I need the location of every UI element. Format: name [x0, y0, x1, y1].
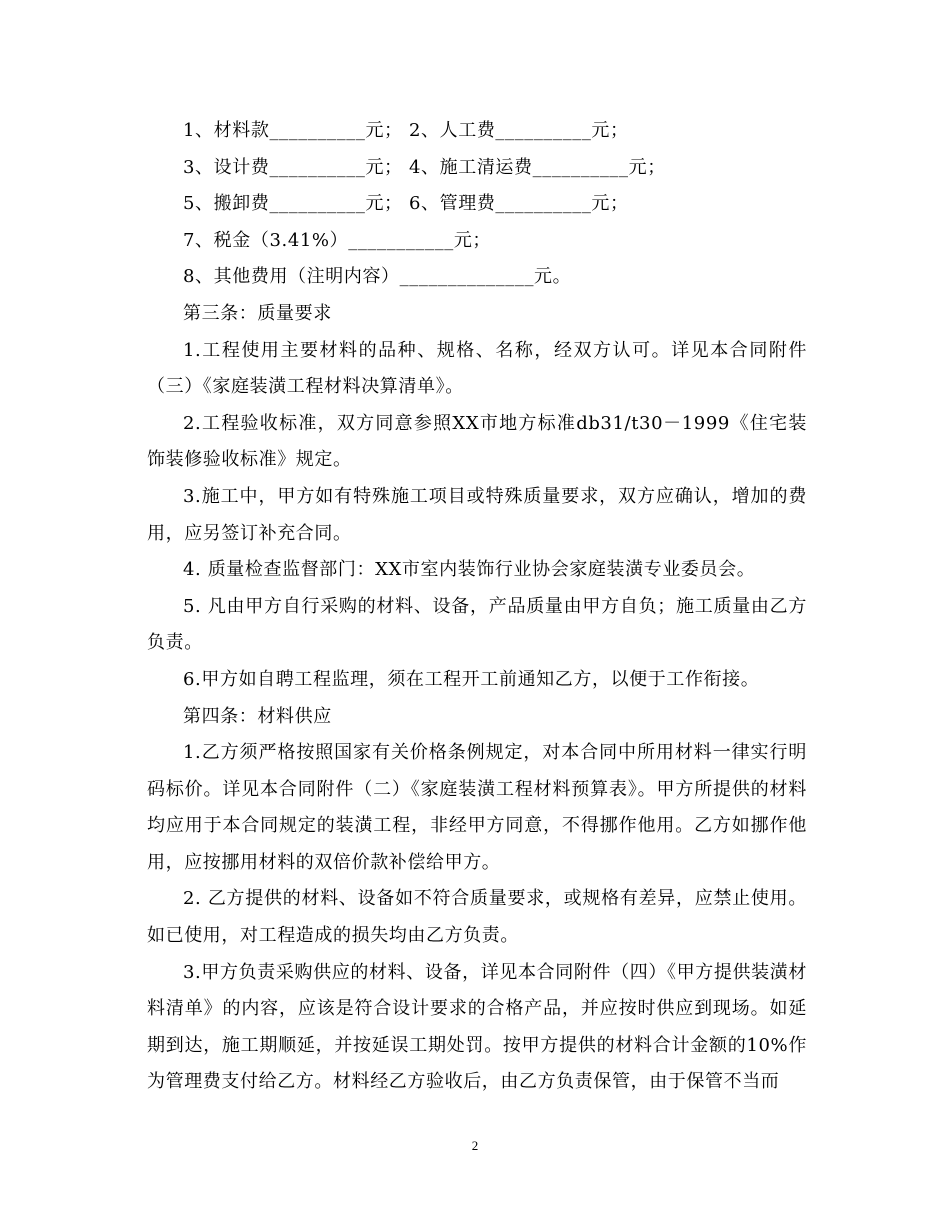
article3-paragraph-5: 5. 凡由甲方自行采购的材料、设备，产品质量由甲方自负；施工质量由乙方负责。 [147, 595, 807, 654]
article4-heading: 第四条：材料供应 [183, 705, 332, 727]
fee-line-5: 8、其他费用（注明内容）______________元。 [183, 266, 572, 288]
article3-paragraph-1: 1.工程使用主要材料的品种、规格、名称，经双方认可。详见本合同附件（三）《家庭装潢工程材料决算清单》。 [147, 339, 807, 398]
fee-line-4: 7、税金（3.41%）___________元； [183, 229, 492, 251]
article4-paragraph-3: 3.甲方负责采购供应的材料、设备，详见本合同附件（四）《甲方提供装潢材料清单》的内容，应该是符合设计要求的合格产品，并应按时供应到现场。如延期到达，施工期顺延，并按延误工期处罚。按甲方提供的材料合计金额的10%作为管理费支付给乙方。材料经乙方验收后，由乙方负责保管，由于保管不当而 [147, 961, 807, 1093]
page-content [147, 113, 807, 1101]
fee-line-1: 1、材料款__________元； 2、人工费__________元； [183, 120, 629, 141]
article3-paragraph-2: 2.工程验收标准，双方同意参照XX市地方标准db31/t30－1999《住宅装饰装修验收标准》规定。 [147, 412, 807, 471]
article3-paragraph-3: 3.施工中，甲方如有特殊施工项目或特殊质量要求，双方应确认，增加的费用，应另签订补充合同。 [147, 485, 807, 544]
fee-line-2: 3、设计费__________元； 4、施工清运费__________元； [183, 156, 666, 178]
article3-heading: 第三条：质量要求 [183, 302, 332, 324]
article4-paragraph-2: 2. 乙方提供的材料、设备如不符合质量要求，或规格有差异，应禁止使用。如已使用，对工程造成的损失均由乙方负责。 [147, 888, 807, 947]
article4-paragraph-1: 1.乙方须严格按照国家有关价格条例规定，对本合同中所用材料一律实行明码标价。详见本合同附件（二）《家庭装潢工程材料预算表》。甲方所提供的材料均应用于本合同规定的装潢工程，非经甲方同意，不得挪作他用。乙方如挪作他用，应按挪用材料的双倍价款补偿给甲方。 [147, 742, 807, 873]
article3-paragraph-6: 6.甲方如自聘工程监理，须在工程开工前通知乙方，以便于工作衔接。 [183, 668, 760, 690]
fee-line-3: 5、搬卸费__________元； 6、管理费__________元； [183, 193, 629, 215]
article3-paragraph-4: 4. 质量检查监督部门：XX市室内装饰行业协会家庭装潢专业委员会。 [183, 559, 756, 581]
page-number: 2 [471, 1138, 479, 1153]
